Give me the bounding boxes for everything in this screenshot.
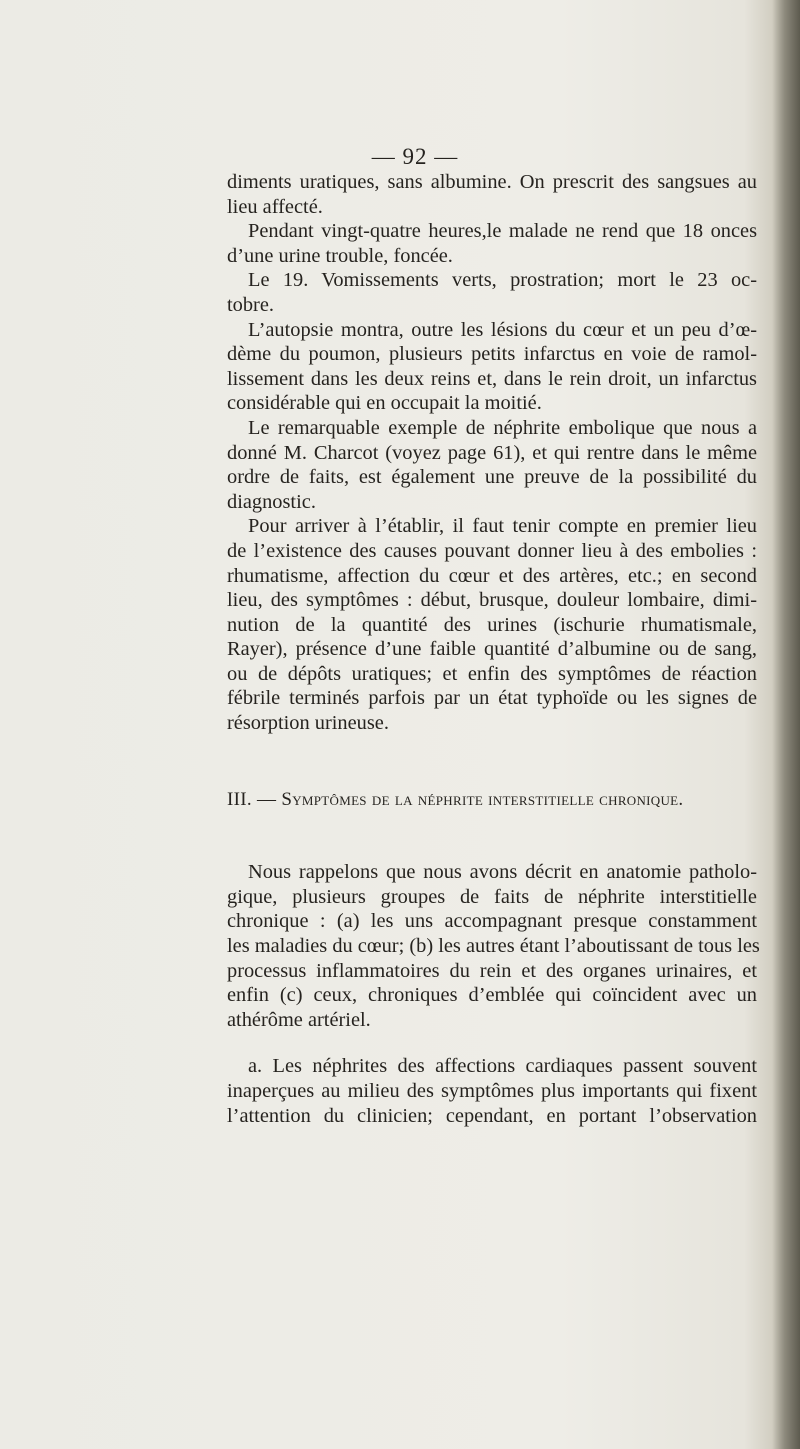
- text-line: d’une urine trouble, foncée.: [227, 244, 453, 267]
- text-line: inaperçues au milieu des symptômes plus importants qui fixent: [227, 1080, 757, 1102]
- text-line: L’autopsie montra, outre les lésions du cœur et un peu d’œ-: [248, 318, 757, 341]
- text-line: lieu affecté.: [227, 195, 323, 218]
- text-line: processus inflammatoires du rein et des organes urinaires, et: [227, 959, 757, 982]
- text-line: enfin (c) ceux, chroniques d’emblée qui coïncident avec un: [227, 984, 757, 1007]
- text-line: Le 19. Vomissements verts, prostration; mort le 23 oc-: [248, 269, 757, 292]
- text-line: diagnostic.: [227, 490, 316, 513]
- paragraph: [227, 318, 757, 416]
- text-line: tobre.: [227, 293, 274, 316]
- paragraph: [227, 219, 757, 268]
- text-line: lissement dans les deux reins et, dans le rein droit, un infarctus: [227, 367, 757, 390]
- text-line: l’attention du clinicien; cependant, en portant l’observation: [227, 1104, 757, 1127]
- text-line: athérôme artériel.: [227, 1008, 371, 1031]
- text-line: a. Les néphrites des affections cardiaques passent souvent: [248, 1055, 757, 1078]
- text-line: résorption urineuse.: [227, 712, 389, 735]
- text-line: donné M. Charcot (voyez page 61), et qui rentre dans le même: [227, 441, 757, 464]
- section-heading: III. — Symptômes de la néphrite interstitielle chronique.: [227, 788, 684, 810]
- text-line: Nous rappelons que nous avons décrit en anatomie patholo-: [248, 861, 757, 884]
- text-line: diments uratiques, sans albumine. On prescrit des sangsues au: [227, 171, 757, 193]
- text-line: Le remarquable exemple de néphrite embolique que nous a: [248, 416, 757, 439]
- text-line: nution de la quantité des urines (ischurie rhumatismale,: [227, 613, 757, 636]
- paragraph: [227, 1054, 757, 1128]
- text-line: Pour arriver à l’établir, il faut tenir compte en premier lieu: [248, 515, 757, 538]
- paragraph: [227, 268, 757, 317]
- text-line: de l’existence des causes pouvant donner lieu à des embolies :: [227, 539, 757, 562]
- page-edge-shadow: [772, 0, 800, 1449]
- page-number: — 92 —: [371, 144, 459, 169]
- paragraph: [227, 514, 757, 735]
- text-line: Rayer), présence d’une faible quantité d’albumine ou de sang,: [227, 638, 757, 661]
- text-line: dème du poumon, plusieurs petits infarctus en voie de ramol-: [227, 343, 757, 366]
- text-line: fébrile terminés parfois par un état typhoïde ou les signes de: [227, 687, 757, 710]
- text-line: lieu, des symptômes : début, brusque, douleur lombaire, dimi-: [227, 589, 757, 612]
- text-line: rhumatisme, affection du cœur et des artères, etc.; en second: [227, 564, 757, 587]
- text-line: Pendant vingt-quatre heures,le malade ne rend que 18 onces: [248, 220, 757, 243]
- text-line: considérable qui en occupait la moitié.: [227, 392, 542, 415]
- text-line: gique, plusieurs groupes de faits de néphrite interstitielle: [227, 885, 757, 908]
- paragraph: [227, 416, 757, 514]
- text-line: ou de dépôts uratiques; et enfin des symptômes de réaction: [227, 662, 757, 685]
- paragraph: [227, 170, 757, 219]
- text-line: les maladies du cœur; (b) les autres étant l’aboutissant de tous les: [227, 935, 760, 958]
- paragraph: [227, 860, 760, 1032]
- text-line: chronique : (a) les uns accompagnant presque constamment: [227, 910, 757, 933]
- text-line: ordre de faits, est également une preuve de la possibilité du: [227, 466, 757, 489]
- body-text: [227, 170, 760, 1128]
